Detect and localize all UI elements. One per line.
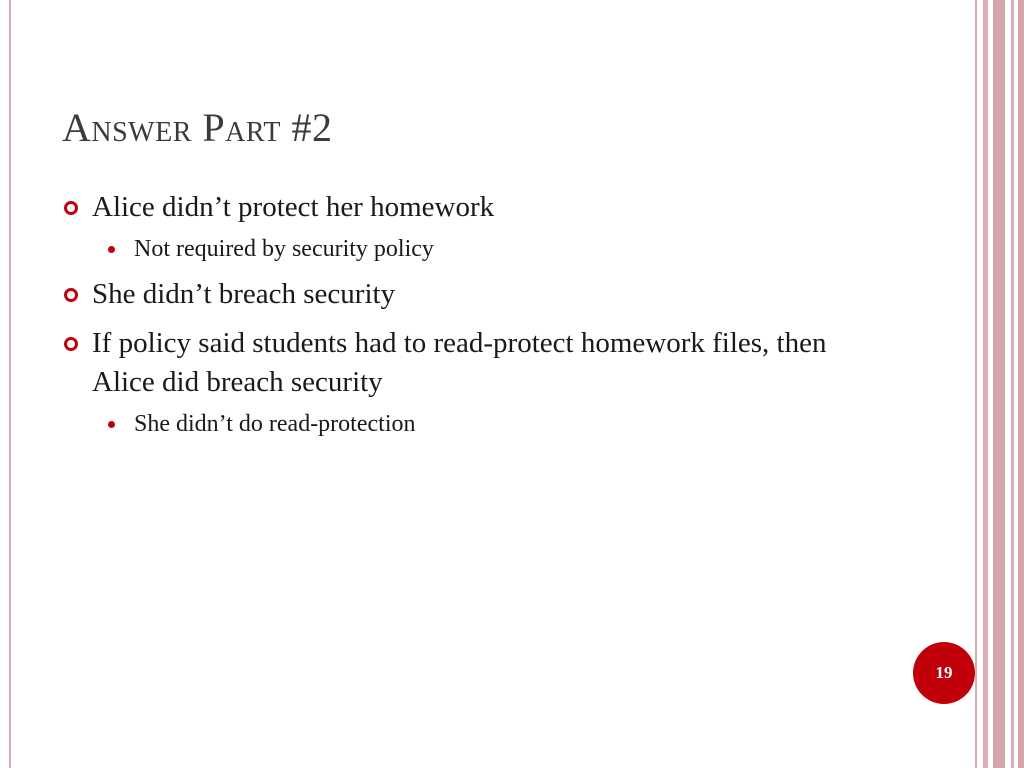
sub-bullet-text: Not required by security policy [134,236,434,262]
bullet-text: She didn’t breach security [92,278,396,310]
right-stripe [1018,0,1024,768]
ring-bullet-icon [64,337,78,351]
bullet-list [62,188,942,450]
page-number: 19 [935,663,953,682]
ring-bullet-icon [64,288,78,302]
page-number-badge [913,642,975,704]
bullet-text: If policy said students had to read-protect homework files, then Alice did breach security [92,327,827,398]
sub-bullet-text: She didn’t do read-protection [134,411,416,437]
right-stripe [983,0,988,768]
bullet-item [62,275,942,314]
right-stripe [975,0,977,768]
bullet-text: Alice didn’t protect her homework [92,191,495,223]
right-stripe [1011,0,1014,768]
bullet-item [62,188,942,227]
right-stripe [993,0,1005,768]
slide-title: Answer Part #2 [62,105,333,150]
dot-bullet-icon [108,246,115,253]
bullet-item [62,324,852,402]
sub-bullet-item [62,233,942,265]
sub-bullet-item [62,408,942,440]
dot-bullet-icon [108,421,115,428]
left-border-line [9,0,11,768]
ring-bullet-icon [64,201,78,215]
